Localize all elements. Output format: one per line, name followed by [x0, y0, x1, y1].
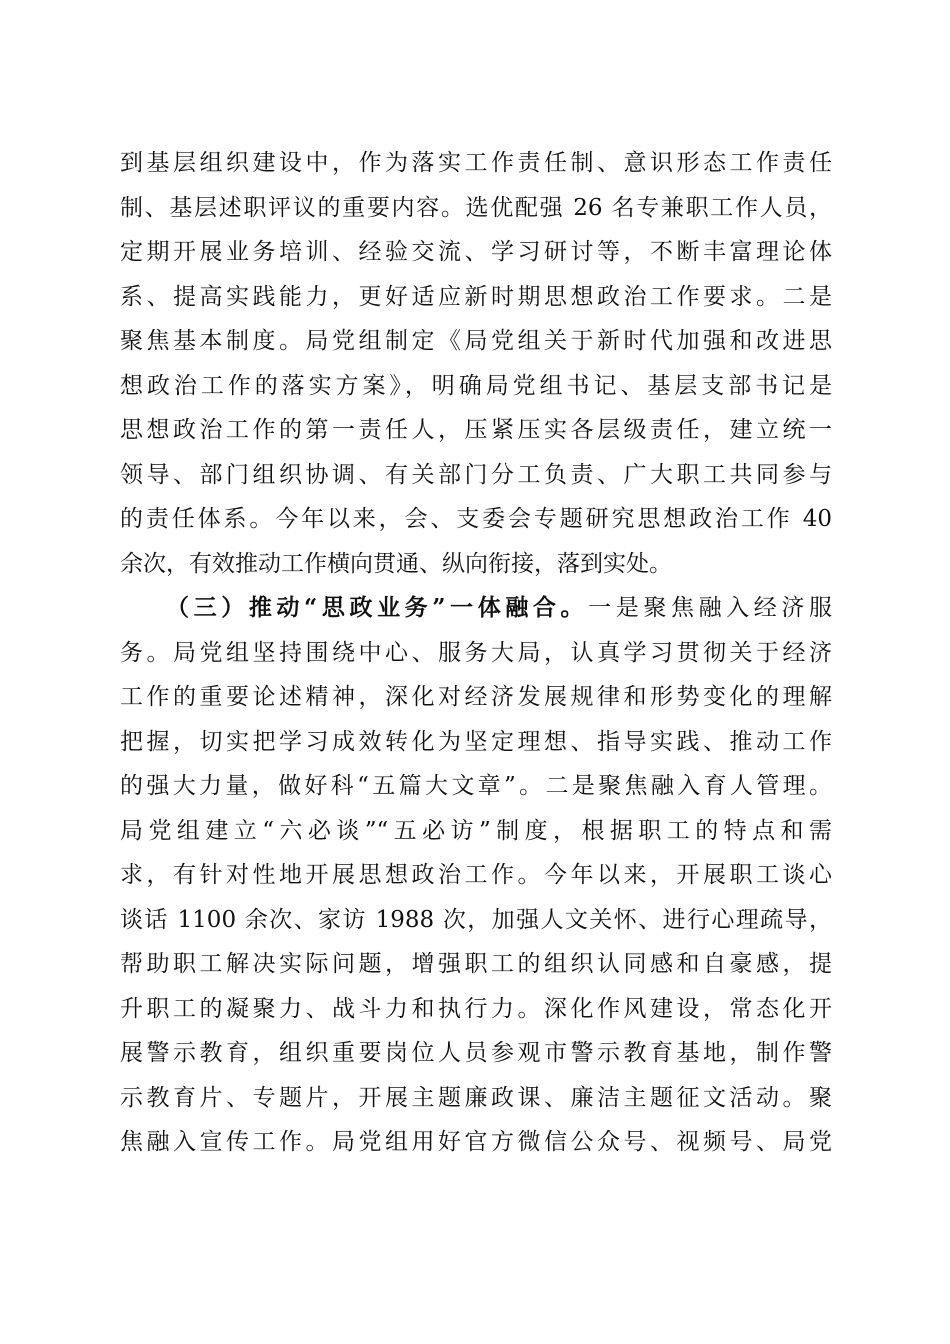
section-line-11: 示教育片、专题片，开展主题廉政课、廉洁主题征文活动。聚	[120, 1084, 832, 1111]
section-line-2: 工作的重要论述精神，深化对经济发展规律和形势变化的理解	[120, 684, 832, 710]
text-line-6: 想政治工作的落实方案》，明确局党组书记、基层支部书记是	[120, 372, 832, 399]
body-text	[120, 141, 832, 1165]
section-line-6: 求，有针对性地开展思想政治工作。今年以来，开展职工谈心	[120, 862, 832, 888]
text-line-9: 的责任体系。今年以来，会、支委会专题研究思想政治工作 40	[120, 506, 832, 532]
section-line-3: 把握，切实把学习成效转化为坚定理想、指导实践、推动工作	[120, 728, 832, 755]
text-line-10: 余次，有效推动工作横向贯通、纵向衔接，落到实处。	[120, 550, 672, 577]
section-line-8: 帮助职工解决实际问题，增强职工的组织认同感和自豪感，提	[120, 951, 832, 977]
section-line-10: 展警示教育，组织重要岗位人员参观市警示教育基地，制作警	[120, 1040, 832, 1066]
text-line-7: 思想政治工作的第一责任人，压紧压实各层级责任，建立统一	[120, 417, 832, 443]
section-line-9: 升职工的凝聚力、战斗力和执行力。深化作风建设，常态化开	[120, 995, 832, 1022]
section-line-1: 务。局党组坚持围绕中心、服务大局，认真学习贯彻关于经济	[120, 639, 832, 666]
section-first-line	[120, 586, 832, 631]
section-line-12: 焦融入宣传工作。局党组用好官方微信公众号、视频号、局党	[120, 1129, 832, 1155]
section-line-7: 谈话 1100 余次、家访 1988 次，加强人文关怀、进行心理疏导，	[120, 906, 832, 933]
text-line-2: 制、基层述职评议的重要内容。选优配强 26 名专兼职工作人员，	[120, 194, 832, 221]
text-line-5: 聚焦基本制度。局党组制定《局党组关于新时代加强和改进思	[120, 328, 832, 354]
section-line-5: 局党组建立“六必谈”“五必访”制度，根据职工的特点和需	[120, 817, 832, 844]
text-line-1: 到基层组织建设中，作为落实工作责任制、意识形态工作责任	[120, 150, 832, 176]
section-first-line-rest: 一是聚焦融入经济服	[588, 595, 832, 621]
section-line-4: 的强大力量，做好科“五篇大文章”。二是聚焦融入育人管理。	[120, 773, 832, 799]
text-line-4: 系、提高实践能力，更好适应新时期思想政治工作要求。二是	[120, 283, 832, 310]
text-line-3: 定期开展业务培训、经验交流、学习研讨等，不断丰富理论体	[120, 239, 832, 265]
section-heading: （三）推动“思政业务”一体融合。	[166, 594, 589, 621]
text-line-8: 领导、部门组织协调、有关部门分工负责、广大职工共同参与	[120, 461, 832, 488]
